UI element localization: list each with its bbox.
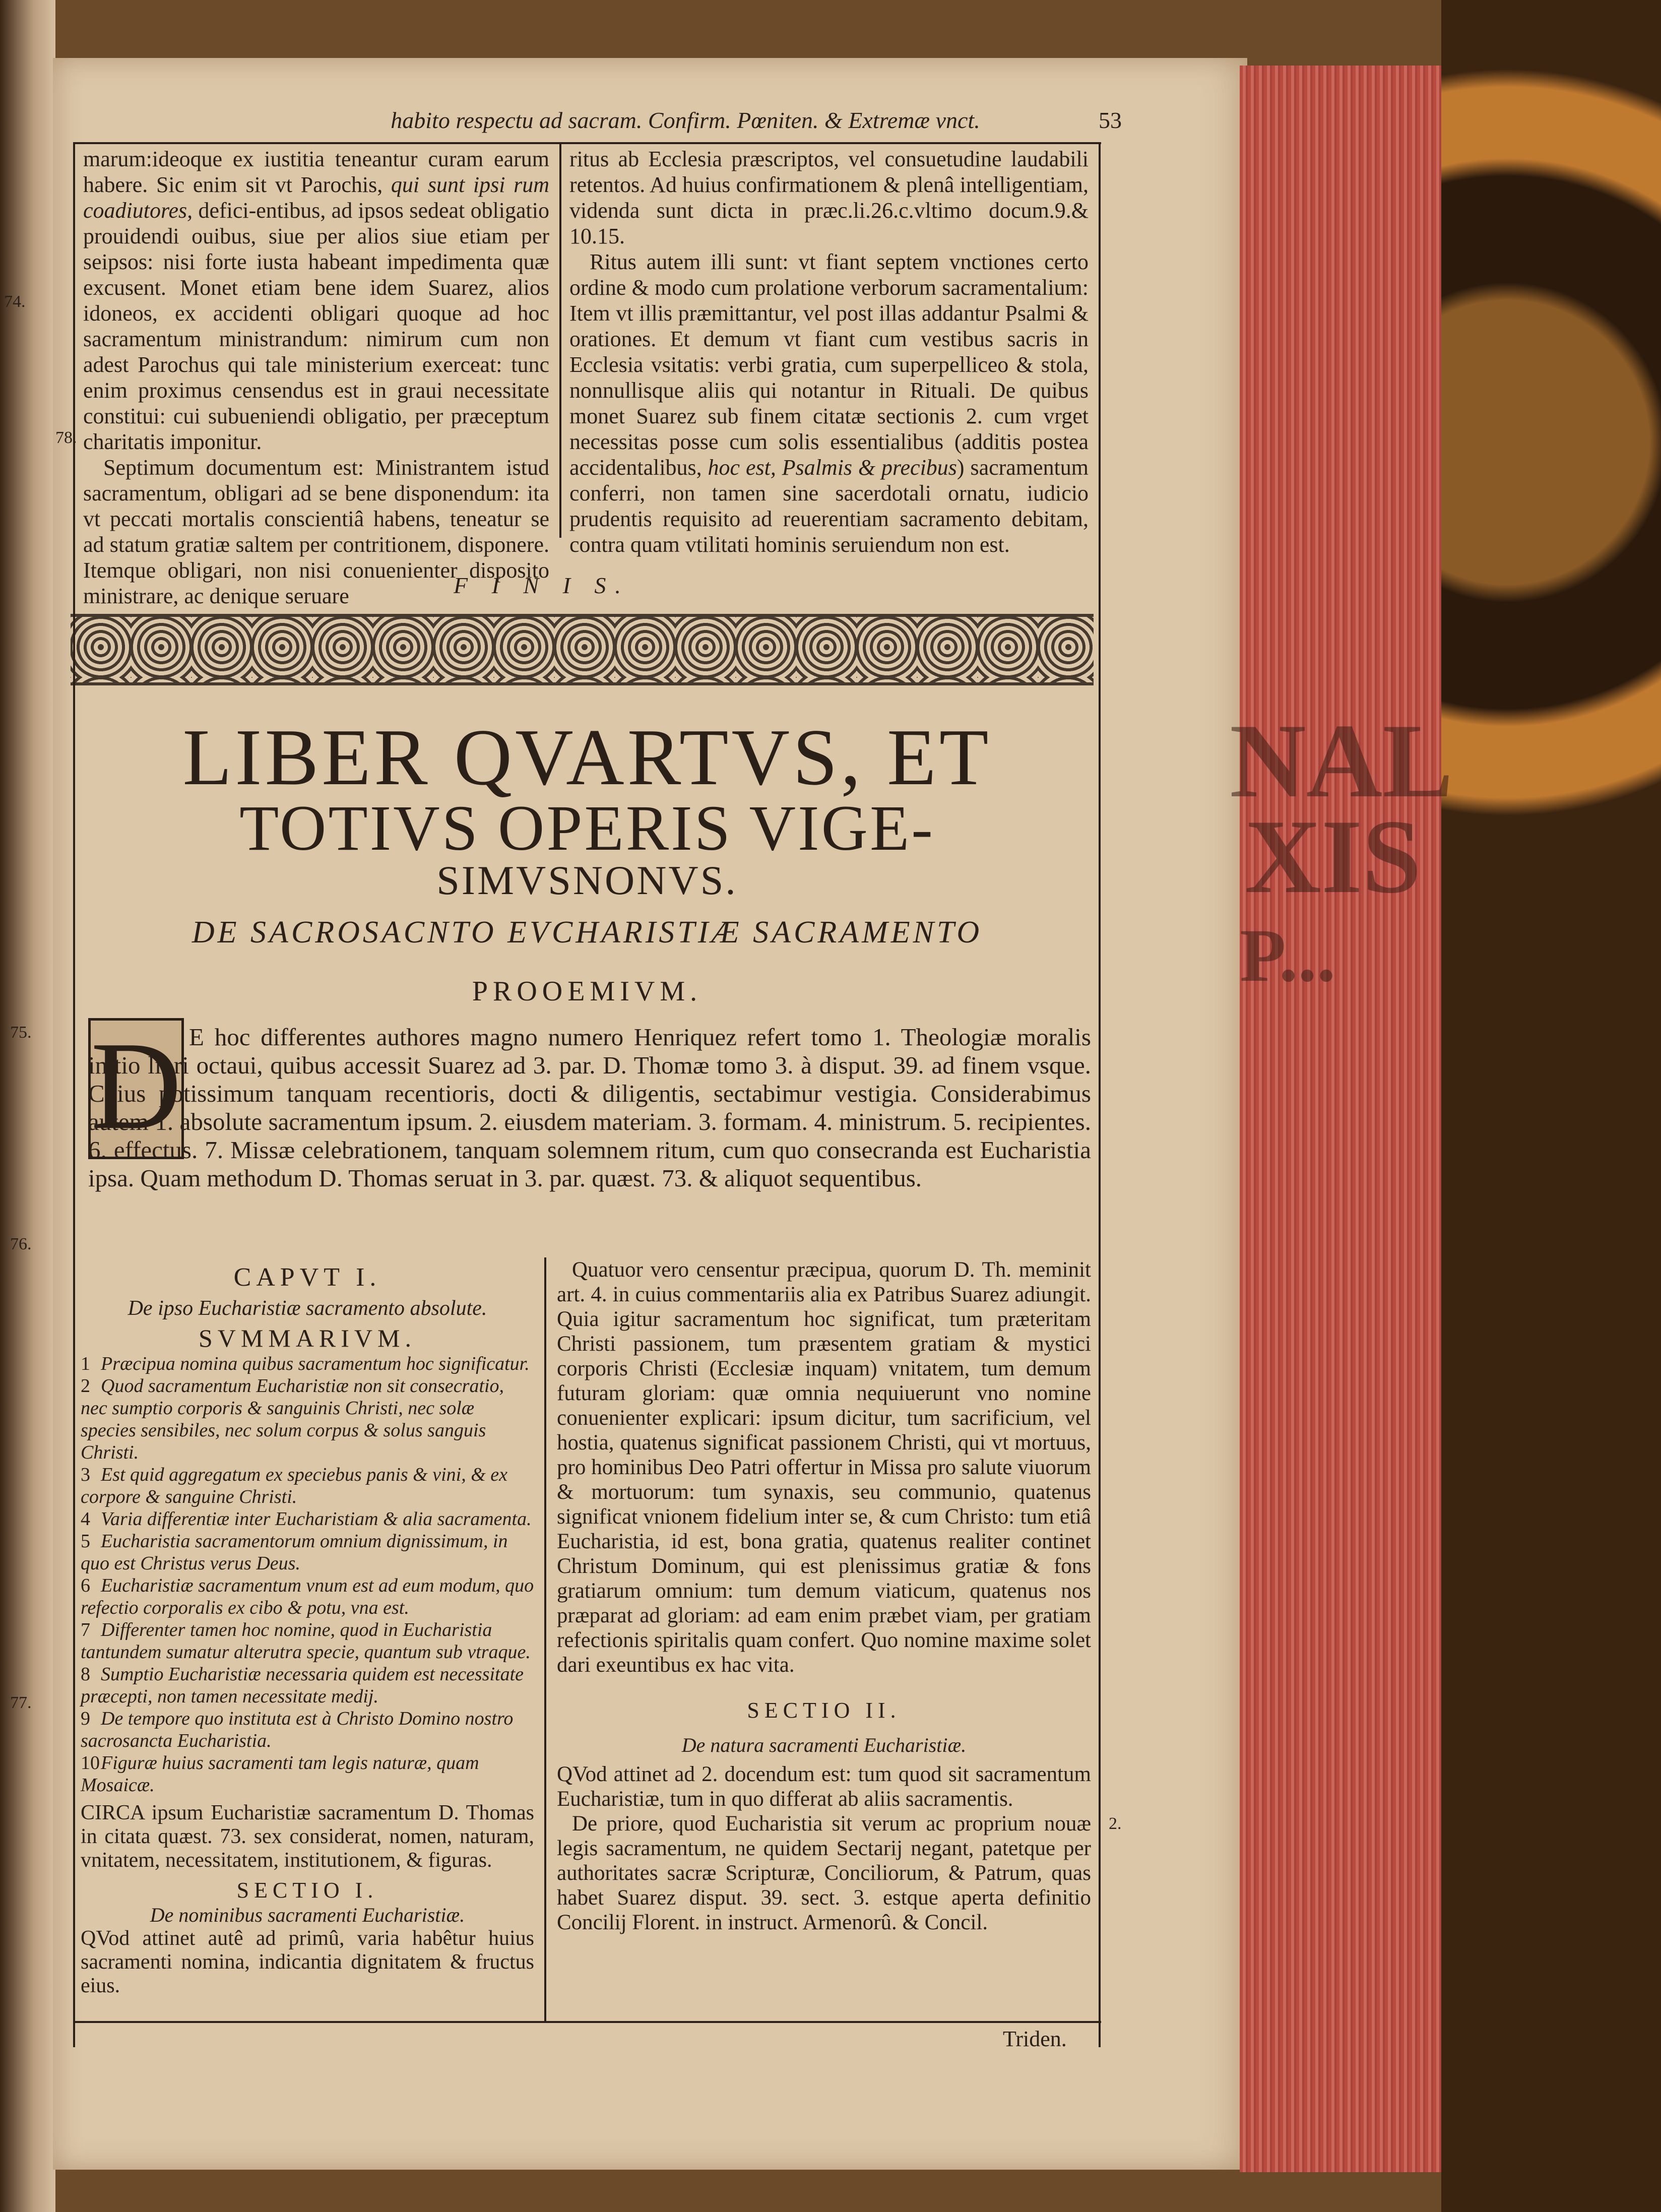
margin-number: 74. bbox=[4, 292, 26, 311]
summarium-item-text: Præcipua nomina quibus sacramentum hoc significatur. bbox=[101, 1353, 530, 1374]
circa-paragraph: CIRCA ipsum Eucharistiæ sacramentum D. Thomas in citata quæst. 73. sex considerat, nomen, naturam, vnitatem, necessitatem, institutionem, & figuras. bbox=[81, 1801, 534, 1872]
book-title-line-3: SIMVSNONVS. bbox=[436, 857, 738, 903]
summarium-item-text: Sumptio Eucharistiæ necessaria quidem est necessitate præcepti, non tamen necessitate medij. bbox=[81, 1664, 524, 1707]
margin-number: 78. bbox=[55, 428, 77, 447]
book-title-line-1: LIBER QVARTVS, ET bbox=[182, 712, 992, 802]
summarium-item-number: 1 bbox=[81, 1353, 90, 1374]
red-fore-edge bbox=[1240, 66, 1441, 2172]
summarium-item-number: 9 bbox=[81, 1708, 90, 1729]
top-right-column: ritus ab Ecclesia præscriptos, vel consuetudine laudabili retentos. Ad huius confirmationem & plenâ intelligentiam, videnda sunt dicta in præc.li.26.c.vltimo docum.9.& 10.15. Ritus autem illi sunt: vt fiant septem vnctiones certo ordine & modo cum prolatione verborum sacramentalium: Item vt illis præmittantur, vel post illas addantur Psalmi & orationes. Et demum vt fiant cum vestibus sacris in Ecclesia vsitatis: verbi gratia, cum superpelliceo & stola, nonnullisque aliis qui notantur in Rituali. De quibus monet Suarez sub finem citatæ sectionis 2. cum vrget necessitas posse cum solis essentialibus (additis postea accidentalibus, hoc est, Psalmis & precibus) sacramentum conferri, non tamen sine sacerdotali ornatu, iudicio prudentis requisito ad reuerentiam sacramento debitam, contra quam vtilitati hominis seruiendum non est. bbox=[569, 147, 1089, 557]
summarium-item-number: 7 bbox=[81, 1619, 90, 1640]
sectio-2-paragraph-1: QVod attinet ad 2. docendum est: tum quod sit sacramentum Eucharistiæ, tum in quo differat ab aliis sacramentis. bbox=[557, 1762, 1091, 1811]
sectio-1-heading: SECTIO I. bbox=[236, 1878, 378, 1903]
caput-heading: CAPVT I. bbox=[233, 1263, 381, 1292]
ornamental-border bbox=[71, 614, 1094, 685]
prooemium-heading: PROOEMIVM. bbox=[472, 976, 702, 1007]
sectio-2-heading: SECTIO II. bbox=[747, 1698, 901, 1723]
sectio-1-subheading: De nominibus sacramenti Eucharistiæ. bbox=[150, 1904, 465, 1926]
summarium-item-number: 6 bbox=[81, 1575, 90, 1596]
summarium-item bbox=[81, 1619, 534, 1663]
lower-right-column bbox=[557, 1257, 1091, 1935]
summarium-item bbox=[81, 1464, 534, 1508]
footer-rule bbox=[73, 2021, 1101, 2023]
sectio-2-subheading: De natura sacramenti Eucharistiæ. bbox=[681, 1734, 967, 1756]
nomina-paragraph: Quatuor vero censentur præcipua, quorum D. Th. meminit art. 4. in cuius commentariis alia ex Patribus Suarez adiungit. Quia igitur sacramentum hoc significat, tum præteritam Christi passionem, tum præsentem gratiam & mystici corporis Christi (Ecclesiæ inquam) vnitatem, tum demum futuram gloriam: quæ omnia nequiuerunt vno nomine conuenienter explicari: ipsum dicitur, tum sacrificium, vel hostia, quatenus significat passionem Christi, qui vt mortuus, pro hominibus Deo Patri offertur in Missa pro salute viuorum & mortuorum: tum synaxis, seu communio, quatenus significat vnionem fidelium inter se, & cum Christo: tum etiâ Eucharistia, id est, bona gratia, quatenus realiter continet Christum Dominum, qui est plenissimus gratiæ & fons gratiarum omnium: tum demum viaticum, quatenus nos præparat ad gloriam: ad eam enim præbet viam, per gratiam refectionis spiritalis quam confert. Quo nomine maxime solet dari exeuntibus ex hac vita. bbox=[557, 1258, 1091, 1677]
running-title: habito respectu ad sacram. Confirm. Pœniten. & Extremæ vnct. bbox=[391, 107, 980, 133]
summarium-item bbox=[81, 1353, 534, 1375]
spine-stamp-2: XIS bbox=[1245, 798, 1422, 915]
marbled-cover bbox=[1441, 0, 1661, 2212]
margin-number: 76. bbox=[10, 1235, 32, 1253]
summarium-item bbox=[81, 1375, 534, 1464]
sectio-1-text: QVod attinet autê ad primû, varia habêtur huius sacramenti nomina, indicantia dignitatem & fructus eius. bbox=[81, 1927, 534, 1997]
book-title-line-2: TOTIVS OPERIS VIGE- bbox=[239, 792, 935, 864]
summarium-item-number: 4 bbox=[81, 1508, 90, 1530]
header-rule bbox=[73, 142, 1101, 144]
caput-subheading: De ipso Eucharistiæ sacramento absolute. bbox=[127, 1297, 487, 1320]
summarium-item-number: 10 bbox=[81, 1752, 100, 1774]
frame-left-rule bbox=[73, 142, 75, 2047]
summarium-item-text: Varia differentiæ inter Eucharistiam & alia sacramenta. bbox=[101, 1508, 532, 1530]
column-divider-top bbox=[559, 142, 561, 538]
summarium-item-number: 8 bbox=[81, 1664, 90, 1685]
catchword: Triden. bbox=[1003, 2027, 1067, 2051]
sectio-2-paragraph-2: De priore, quod Eucharistia sit verum ac proprium nouæ legis sacramentum, ne quidem Sectarij negant, patetque per authoritates sacræ Scripturæ, Conciliorum, & Patrum, quas habet Suarez disput. 39. sect. 3. estque aperta definitio Concilij Florent. in instruct. Armenorû. & Concil. bbox=[557, 1812, 1091, 1934]
summarium-list bbox=[81, 1353, 534, 1796]
caput-column bbox=[81, 1262, 534, 1998]
top-left-column: marum:ideoque ex iustitia teneantur curam earum habere. Sic enim sit vt Parochis, qui sunt ipsi rum coadiutores, defici-entibus, ad ipsos sedeat obligatio prouidendi ouibus, siue per alios siue etiam per seipsos: nisi forte iusta habeant impedimenta quæ excusent. Monet etiam bene idem Suarez, alios idoneos, ex accidenti obligari quoque ad hoc sacramentum ministrandum: nimirum cum non adest Parochus qui tale ministerium exerceat: tunc enim proximus censendus est in graui necessitate constitui: cui subueniendi obligatio, per præceptum charitatis imponitur. Septimum documentum est: Ministrantem istud sacramentum, obligari ad se bene disponendum: ita vt peccati mortalis conscientiâ habens, teneatur se ad statum gratiæ saltem per contritionem, disponere. Itemque obligari, non nisi conuenienter disposito ministrare, ac denique seruare bbox=[83, 147, 550, 608]
summarium-item bbox=[81, 1752, 534, 1796]
margin-number: 2. bbox=[1109, 1814, 1122, 1833]
summarium-item-text: Differenter tamen hoc nomine, quod in Eucharistia tantundem sumatur alterutra specie, quantum sub vtraque. bbox=[81, 1619, 531, 1663]
finis-label: F I N I S. bbox=[454, 573, 630, 598]
book-subtitle: DE SACROSACNTO EVCHARISTIÆ SACRAMENTO bbox=[191, 915, 983, 950]
summarium-item-number: 2 bbox=[81, 1375, 90, 1397]
summarium-item-text: Figuræ huius sacramenti tam legis naturæ, quam Mosaicæ. bbox=[81, 1752, 479, 1796]
spine-stamp-3: P... bbox=[1240, 914, 1336, 997]
summarium-item-text: Eucharistiæ sacramentum vnum est ad eum modum, quo refectio corporalis ex cibo & potu, vna est. bbox=[81, 1575, 534, 1618]
page-number: 53 bbox=[1099, 107, 1122, 133]
summarium-item-text: Eucharistia sacramentorum omnium dignissimum, in quo est Christus verus Deus. bbox=[81, 1531, 508, 1574]
prooemium-text: E hoc differentes authores magno numero Henriquez refert tomo 1. Theologiæ moralis initio libri octaui, quibus accessit Suarez ad 3. par. D. Thomæ tomo 3. à disput. 39. ad finem vsque. Cuius potissimum tanquam recentioris, docti & diligentis, sectabimur vestigia. Considerabimus autem 1. absolute sacramentum ipsum. 2. eiusdem materiam. 3. formam. 4. ministrum. 5. recipientes. 6. effectus. 7. Missæ celebrationem, tanquam solemnem ritum, cum quo consecranda est Eucharistia ipsa. Quam methodum D. Thomas seruat in 3. par. quæst. 73. & aliquot sequentibus. bbox=[88, 1023, 1091, 1192]
summarium-item-number: 5 bbox=[81, 1531, 90, 1552]
summarium-heading: SVMMARIVM. bbox=[198, 1324, 416, 1352]
summarium-item-text: Est quid aggregatum ex speciebus panis & vini, & ex corpore & sanguine Christi. bbox=[81, 1464, 507, 1507]
summarium-item bbox=[81, 1530, 534, 1574]
summarium-item bbox=[81, 1508, 534, 1530]
spine-stamp-1: NAL bbox=[1230, 703, 1453, 819]
frame-right-rule bbox=[1099, 142, 1101, 2047]
summarium-item bbox=[81, 1708, 534, 1752]
summarium-item bbox=[81, 1574, 534, 1619]
left-page-edge bbox=[0, 0, 55, 2212]
summarium-item-number: 3 bbox=[81, 1464, 90, 1485]
summarium-item-text: Quod sacramentum Eucharistiæ non sit consecratio, nec sumptio corporis & sanguinis Christi, nec solæ species sensibiles, nec solum corpus & solus sanguis Christi. bbox=[81, 1375, 504, 1463]
summarium-item-text: De tempore quo instituta est à Christo Domino nostro sacrosancta Eucharistia. bbox=[81, 1708, 514, 1751]
summarium-item bbox=[81, 1663, 534, 1708]
margin-number: 77. bbox=[10, 1693, 32, 1712]
decorated-initial: D bbox=[88, 1018, 184, 1159]
margin-number: 75. bbox=[10, 1023, 32, 1042]
column-divider-bottom bbox=[544, 1257, 546, 2021]
